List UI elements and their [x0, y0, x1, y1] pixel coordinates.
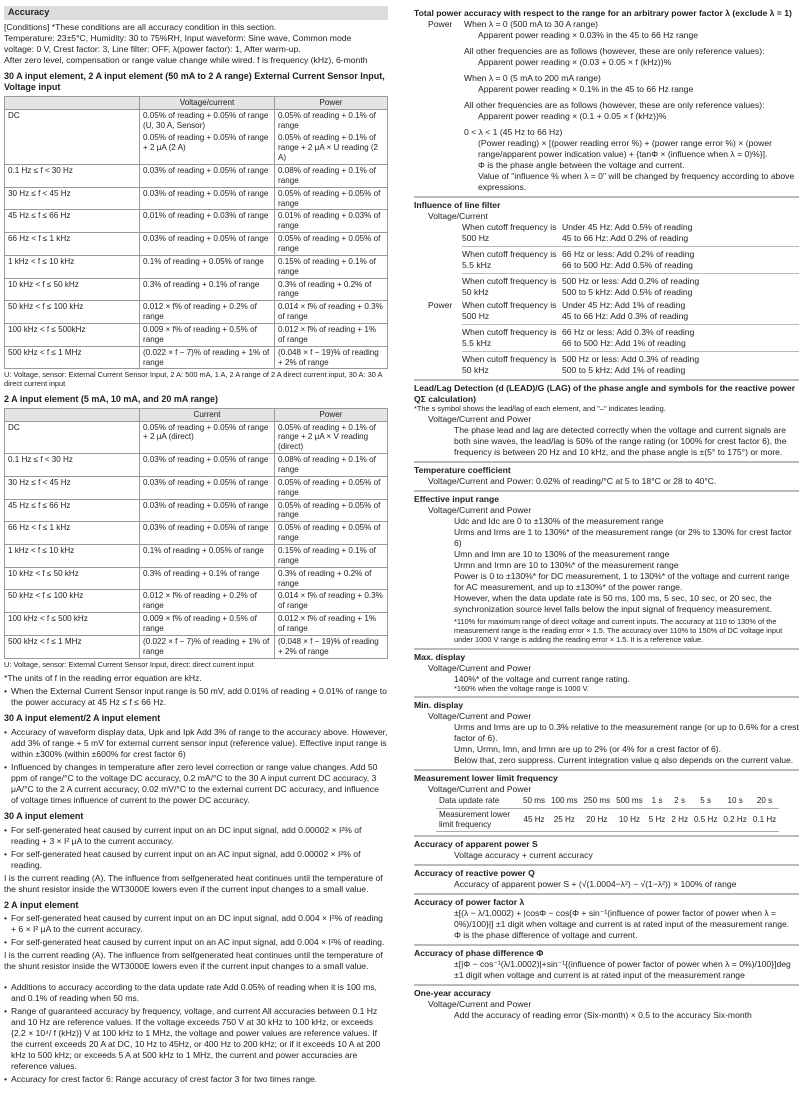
text-line: Value of "influence % when λ = 0" will be changed by frequency according to above expressions. [478, 171, 795, 192]
text-line: Φ is the phase angle between the voltage and current. [478, 160, 685, 170]
bullet-text: For self-generated heat caused by current input on an AC input signal, add 0.004 × I²% of reading. [11, 937, 385, 948]
table-cell: 250 ms [581, 795, 614, 808]
cutoff-value: 500 to 5 kHz: Add 0.5% of reading [562, 287, 693, 297]
bullet-text: For self-generated heat caused by current input on an AC input signal, add 0.00002 × I²% of reading. [11, 848, 361, 870]
table-cell: 100 ms [548, 795, 581, 808]
bullet-text: For self-generated heat caused by current input on an DC input signal, add 0.00002 × I²% of reading + 3 × I² μA to the current accuracy. [11, 824, 362, 846]
cell-power: 0.08% of reading + 0.1% of range [275, 164, 388, 187]
cutoff-value: 500 Hz or less: Add 0.2% of reading [562, 276, 700, 286]
line-filter-vc-rows [414, 222, 799, 298]
tpa-lines [464, 19, 799, 193]
cutoff-condition: When cutoff frequency is 500 Hz [462, 222, 557, 243]
text-line: When λ = 0 (500 mA to 30 A range) [464, 19, 598, 29]
sub-label: Voltage/Current and Power [428, 711, 532, 722]
cutoff-condition: When cutoff frequency is 5.5 kHz [462, 249, 557, 270]
line-filter-row [462, 300, 799, 322]
line-filter-row [414, 276, 799, 298]
text-line: Apparent power reading × (0.03 + 0.05 × f (kHz))% [478, 57, 672, 67]
accuracy-heading: Accuracy [4, 6, 388, 20]
cell-voltage-current: 0.1% of reading + 0.05% of range [140, 545, 275, 568]
cell-power: 0.01% of reading + 0.03% of range [275, 210, 388, 233]
table-row [5, 323, 388, 346]
cell-voltage-current: 0.009 × f% of reading + 0.5% of range [140, 323, 275, 346]
section-title: Accuracy of power factor λ [414, 897, 525, 908]
section-title: Influence of line filter [414, 200, 501, 210]
cutoff-value: 66 Hz or less: Add 0.3% of reading [562, 327, 695, 337]
table-cell: 5 s [691, 795, 720, 808]
effective-range-note: *110% for maximum range of direct voltage and current inputs. The accuracy at 110 to 130% of the measurement range is the reading error × 1.5. The accuracy over 110% to 150% of DC voltage input under 1000 V range is adding the reading error × 1.5. It is a reference value. [454, 616, 783, 644]
table-row [5, 421, 388, 454]
table-cell: 20 Hz [581, 808, 614, 832]
cutoff-values [562, 276, 799, 298]
section-title: Measurement lower limit frequency [414, 773, 558, 784]
sub1-title: 30 A input element/2 A input element [4, 713, 161, 724]
cell-power: 0.05% of reading + 0.05% of range [275, 522, 388, 545]
table-cell: 10 s [720, 795, 749, 808]
bullet-item: • Accuracy of waveform display data, Upk and Ipk Add 3% of range to the accuracy above. However, add 3% of range + 5 mV for external current sensor input (reference value). Effective input range is within ±300% (within ±600% for crest factor 6) [4, 726, 388, 759]
table-row [5, 278, 388, 301]
table-cell: 45 Hz [520, 808, 548, 832]
cell-voltage-current: 0.03% of reading + 0.05% of range [140, 522, 275, 545]
table-row [5, 109, 388, 164]
cell-power: 0.012 × f% of reading + 1% of range [275, 323, 388, 346]
bullet-text: When the External Current Sensor input range is 50 mV, add 0.01% of reading + 0.01% of range to the power accuracy at 45 Hz ≤ f ≤ 66 Hz. [11, 686, 387, 708]
text-line: Power is 0 to ±130%* for DC measurement, 1 to 130%* of the voltage and current range for AC measurement, and up to ±130%* of the power range. [454, 570, 790, 592]
row-label: Data update rate [436, 795, 520, 808]
cutoff-value: Under 45 Hz: Add 0.5% of reading [562, 222, 693, 232]
table-row [5, 476, 388, 499]
sub2-note: I is the current reading (A). The influence from selfgenerated heat continues until the temperature of the shunt resistor inside the WT3000E lowers even if the current input changes to a small value. [4, 872, 383, 894]
cutoff-condition: When cutoff frequency is 50 kHz [462, 354, 557, 375]
text-line: When λ = 0 (5 mA to 200 mA range) [464, 73, 601, 83]
lower-limit-frequency-table [436, 795, 779, 832]
bullet-item: • Accuracy for crest factor 6: Range accuracy of crest factor 3 for two times range. [4, 1074, 318, 1085]
cell-text: 0.05% of reading + 0.1% of range + 2 μA × U reading (2 A) [278, 133, 379, 163]
table-cell: 0.5 Hz [691, 808, 720, 832]
table-body [5, 164, 388, 368]
row-label: 100 kHz < f ≤ 500 kHz [5, 613, 140, 636]
cell-voltage-current: 0.03% of reading + 0.05% of range [140, 499, 275, 522]
text-line: (Power reading) × [(power reading error %) + (power range error %) × (power range/apparent power indication value) + {tanΦ × (influence when λ = 0)%}]. [478, 138, 772, 159]
cell-text: 0.05% of reading + 0.05% of range (U, 30 A, Sensor) [143, 110, 269, 130]
bullet-text: Influenced by changes in temperature after zero level correction or range value changes. Add 50 ppm of range/°C to the voltage DC accuracy, 0.2 mA/°C to the 30 A input current DC accuracy, 3 μA/°C to the 2 A current accuracy, 0.02 mV/°C to the external current DC accuracy, and influence of voltage times influence of current to the power DC accuracy. [11, 761, 379, 805]
sub2-title: 30 A input element [4, 810, 84, 821]
cutoff-value: 500 Hz or less: Add 0.3% of reading [562, 354, 700, 364]
bullet-item: • Range of guaranteed accuracy by frequency, voltage, and current All accuracies between 0.1 Hz and 10 Hz are reference values. If the voltage exceeds 750 V at 30 kHz to 100 kHz, or exceeds {2.2 × 10⁴/ f (kHz)} V at 100 kHz to 1 MHz, the voltage and power values are reference values. If the current exceeds 20 A at DC, 10 Hz to 45Hz, or 400 Hz to 200 kHz; or if it exceeds 10 A at 200 kHz to 500 kHz; or exceeds 5 A at 500 kHz to 1 MHz, the current and power accuracies are reference values. [4, 1006, 388, 1072]
text-line: Accuracy of apparent power S + (√(1.0004−λ²) − √(1−λ²)) × 100% of range [454, 879, 737, 890]
section-title: Accuracy of phase difference Φ [414, 948, 544, 959]
bullet-item: • For self-generated heat caused by current input on an AC input signal, add 0.004 × I²% of reading. [4, 937, 385, 948]
section-min-display [414, 696, 799, 766]
table-cell: 5 Hz [646, 808, 669, 832]
cutoff-values [562, 300, 799, 322]
units-note: *The units of f in the reading error equation are kHz. [4, 673, 202, 684]
text-line: Add the accuracy of reading error (Six-month) × 0.5 to the accuracy Six-month [454, 1010, 752, 1021]
section-title: Min. display [414, 700, 464, 711]
table-row [5, 164, 388, 187]
cell-voltage-current: 0.03% of reading + 0.05% of range [140, 454, 275, 477]
table-row [5, 255, 388, 278]
bullet-item: • When the External Current Sensor input range is 50 mV, add 0.01% of reading + 0.01% of range to the power accuracy at 45 Hz ≤ f ≤ 66 Hz. [4, 686, 387, 708]
sub-label: Voltage/Current and Power [428, 784, 532, 795]
row-label: 100 kHz < f ≤ 500kHz [5, 323, 140, 346]
cell-voltage-current: 0.01% of reading + 0.03% of range [140, 210, 275, 233]
table-row [5, 567, 388, 590]
cell-voltage-current: 0.03% of reading + 0.05% of range [140, 233, 275, 256]
cell-power: 0.05% of reading + 0.05% of range [275, 187, 388, 210]
text-line: Φ is the phase difference of voltage and current. [454, 930, 638, 941]
power-label: Power [428, 19, 453, 29]
cell-voltage-current: 0.03% of reading + 0.05% of range [140, 476, 275, 499]
bullet-item: • For self-generated heat caused by current input on an AC input signal, add 0.00002 × I²% of reading. [4, 849, 388, 871]
row-label: DC [5, 421, 140, 454]
line-filter-row [462, 354, 799, 376]
table-row [436, 795, 779, 808]
cutoff-values [562, 249, 799, 271]
table-header-row [5, 96, 388, 109]
section-line-filter [414, 196, 799, 376]
conditions-line: Temperature: 23±5°C, Humidity: 30 to 75%RH, Input waveform: Sine wave, Common mode [4, 32, 352, 43]
table2-note: U: Voltage, sensor: External Current Sensor Input, direct: direct current input [4, 659, 254, 669]
row-label: 0.1 Hz ≤ f < 30 Hz [5, 164, 140, 187]
cell-voltage-current: 0.1% of reading + 0.05% of range [140, 255, 275, 278]
table-row [5, 454, 388, 477]
cutoff-condition: When cutoff frequency is 500 Hz [462, 300, 557, 321]
section-title: Lead/Lag Detection (d (LEAD)/G (LAG) of the phase angle and symbols for the reactive power QΣ calculation) [414, 383, 796, 404]
table-cell: 1 s [646, 795, 669, 808]
row-label: 500 kHz < f ≤ 1 MHz [5, 635, 140, 658]
cell-voltage-current: 0.3% of reading + 0.1% of range [140, 567, 275, 590]
table-cell: 500 ms [613, 795, 646, 808]
conditions-line: voltage: 0 V, Crest factor: 3, Line filter: OFF, λ(power factor): 1, After warm-up. [4, 43, 301, 54]
text-line: The phase lead and lag are detected correctly when the voltage and current signals are both sine waves, the lead/lag is 50% of the range rating (or 100% for crest factor 6), the frequency is between 20 Hz and 10 kHz, and the phase angle is ±(5° to 175°) or more. [454, 424, 787, 457]
section-total-power-accuracy [414, 6, 799, 193]
cell-power: 0.08% of reading + 0.1% of range [275, 454, 388, 477]
cell-power: 0.012 × f% of reading + 1% of range [275, 613, 388, 636]
row-label: 10 kHz < f ≤ 50 kHz [5, 278, 140, 301]
accuracy-table-30a [4, 96, 388, 370]
bullet-text: Accuracy for crest factor 6: Range accuracy of crest factor 3 for two times range. [11, 1074, 318, 1085]
cell-power: 0.05% of reading + 0.1% of range + 2 μA × V reading (direct) [275, 421, 388, 454]
table-body [5, 421, 388, 658]
table-row [5, 613, 388, 636]
line-filter-row [462, 327, 799, 349]
cutoff-condition: When cutoff frequency is 5.5 kHz [462, 327, 557, 348]
cell-power: 0.05% of reading + 0.05% of range [275, 233, 388, 256]
bullet-item: • Additions to accuracy according to the data update rate Add 0.05% of reading when it is 100 ms, and 0.1% of reading when 50 ms. [4, 982, 388, 1004]
row-label: 500 kHz < f ≤ 1 MHz [5, 346, 140, 369]
cutoff-value: 66 Hz or less: Add 0.2% of reading [562, 249, 695, 259]
cell-power: 0.05% of reading + 0.05% of range [275, 476, 388, 499]
cell-power: 0.05% of reading + 0.05% of range [275, 499, 388, 522]
table-row [5, 499, 388, 522]
cutoff-value: Under 45 Hz: Add 1% of reading [562, 300, 686, 310]
cutoff-values [562, 327, 799, 349]
sub-label: Power [428, 300, 453, 310]
section-title: Max. display [414, 651, 466, 662]
table-row [5, 233, 388, 256]
cell-power: 0.3% of reading + 0.2% of range [275, 567, 388, 590]
cutoff-value: 66 to 500 Hz: Add 0.5% of reading [562, 260, 693, 270]
table-header: Current [140, 408, 275, 421]
table-row [5, 210, 388, 233]
sub-label: Voltage/Current and Power [428, 504, 532, 515]
left-column [4, 6, 388, 1106]
text-line: Apparent power reading × 0.1% in the 45 to 66 Hz range [478, 84, 694, 94]
text-line: Voltage accuracy + current accuracy [454, 850, 593, 861]
row-label: Measurement lower limit frequency [436, 808, 520, 832]
cell-voltage-current: 0.009 × f% of reading + 0.5% of range [140, 613, 275, 636]
table-row [5, 545, 388, 568]
sub3-note: I is the current reading (A). The influence from selfgenerated heat continues until the temperature of the shunt resistor inside the WT3000E lowers even if the current input changes to a small value. [4, 950, 383, 972]
text-line: Umn and Imn are 10 to 130% of the measurement range [454, 548, 670, 559]
table-header [5, 408, 140, 421]
text-line: Apparent power reading × (0.1 + 0.05 × f (kHz))% [478, 111, 667, 121]
row-label: 1 kHz < f ≤ 10 kHz [5, 255, 140, 278]
table-cell: 2 s [668, 795, 691, 808]
cell-power: (0.048 × f − 19)% of reading + 2% of range [275, 346, 388, 369]
section-lower-limit-frequency [414, 769, 799, 832]
section-reactive-power [414, 864, 799, 890]
sub3-title: 2 A input element [4, 899, 79, 910]
cell-power: (0.048 × f − 19)% of reading + 2% of range [275, 635, 388, 658]
cell-voltage-current: (0.022 × f − 7)% of reading + 1% of range [140, 635, 275, 658]
sub-label: Voltage/Current [428, 211, 488, 221]
cell-voltage-current: 0.3% of reading + 0.1% of range [140, 278, 275, 301]
row-label: 66 Hz < f ≤ 1 kHz [5, 233, 140, 256]
cutoff-values [562, 222, 799, 244]
bullet-text: Additions to accuracy according to the data update rate Add 0.05% of reading when it is 100 ms, and 0.1% of reading when 50 ms. [11, 982, 377, 1004]
text-line: Urms and Irms are up to 0.3% relative to the measurement range (or up to 0.6% for a crest factor of 6). [454, 722, 799, 744]
table-row [5, 301, 388, 324]
text-line: Udc and Idc are 0 to ±130% of the measurement range [454, 515, 664, 526]
row-label: 66 Hz < f ≤ 1 kHz [5, 522, 140, 545]
section-title: One-year accuracy [414, 988, 491, 999]
table-cell: 10 Hz [613, 808, 646, 832]
text-line: ±[(λ − λ/1.0002) + |cosΦ − cos{Φ + sin⁻¹(influence of power factor of power when λ = 0%)/100}|] ±1 digit when voltage and current is at rated input of the measurement range. [454, 908, 790, 930]
cutoff-value: 45 to 66 Hz: Add 0.2% of reading [562, 233, 689, 243]
sub-label: Voltage/Current and Power [428, 413, 532, 424]
line-filter-row [414, 222, 799, 244]
cell-text: 0.05% of reading + 0.1% of range [278, 110, 376, 130]
table1-title: 30 A input element, 2 A input element (50 mA to 2 A range) External Current Sensor Input, Voltage input [4, 70, 385, 93]
table-row [436, 808, 779, 832]
row-label: DC [5, 109, 140, 164]
cell-voltage-current: 0.012 × f% of reading + 0.2% of range [140, 590, 275, 613]
text-line: 0 < λ < 1 (45 Hz to 66 Hz) [464, 127, 563, 137]
section-title: Effective input range [414, 493, 499, 504]
accuracy-table-2a [4, 408, 388, 659]
row-label: 0.1 Hz ≤ f < 30 Hz [5, 454, 140, 477]
cell-voltage-current: 0.05% of reading + 0.05% of range + 2 μA (direct) [140, 421, 275, 454]
lead-lag-note: *The s symbol shows the lead/lag of each element, and "–" indicates leading. [414, 404, 666, 413]
sub-label: Voltage/Current and Power [428, 662, 532, 673]
conditions-line: [Conditions] *These conditions are all accuracy condition in this section. [4, 21, 277, 32]
table2-title: 2 A input element (5 mA, 10 mA, and 20 mA range) [4, 394, 219, 405]
cutoff-value: 500 to 5 kHz: Add 1% of reading [562, 365, 686, 375]
table-row [5, 187, 388, 210]
row-label: 45 Hz ≤ f ≤ 66 Hz [5, 499, 140, 522]
row-label: 30 Hz ≤ f < 45 Hz [5, 476, 140, 499]
cutoff-value: 45 to 66 Hz: Add 0.3% of reading [562, 311, 689, 321]
row-label: 1 kHz < f ≤ 10 kHz [5, 545, 140, 568]
table-row [5, 522, 388, 545]
text-line: 140%* of the voltage and current range rating. [454, 673, 630, 684]
bullet-item: • Influenced by changes in temperature after zero level correction or range value changes. Add 50 ppm of range/°C to the voltage DC accuracy, 0.2 mA/°C to the 30 A input current DC accuracy, 3 μA/°C to the 2 A current accuracy, 0.02 mV/°C to the external current DC accuracy, and influence of voltage times influence of current to the power DC accuracy. [4, 762, 388, 806]
text-line: Urmn and Irmn are 10 to 130%* of the measurement range [454, 559, 679, 570]
section-title: Temperature coefficient [414, 464, 511, 475]
table-row [5, 635, 388, 658]
cell-text: 0.05% of reading + 0.05% of range + 2 μA (2 A) [143, 133, 269, 153]
table-header: Voltage/current [140, 96, 275, 109]
cell-voltage-current [140, 109, 275, 164]
table-header-row [5, 408, 388, 421]
bullet-text: For self-generated heat caused by current input on an DC input signal, add 0.004 × I²% of reading + 6 × I² μA to the current accuracy. [11, 913, 383, 935]
cutoff-condition: When cutoff frequency is 50 kHz [462, 276, 557, 297]
table-cell: 20 s [750, 795, 779, 808]
text-line: However, when the data update rate is 50 ms, 100 ms, 5 sec, 10 sec, or 20 sec, the synchronization source level falls below the input signal of frequency measurement. [454, 592, 772, 614]
text-line: Apparent power reading × 0.03% in the 45 to 66 Hz range [478, 30, 699, 40]
row-label: 30 Hz ≤ f < 45 Hz [5, 187, 140, 210]
cell-power: 0.15% of reading + 0.1% of range [275, 255, 388, 278]
section-phase-difference [414, 944, 799, 981]
line-filter-power-rows [462, 300, 799, 376]
section-effective-input-range [414, 490, 799, 645]
section-temperature-coefficient [414, 461, 799, 487]
text-line: Below that, zero suppress. Current integration value q also depends on the current value. [454, 755, 794, 766]
bullet-item: • For self-generated heat caused by current input on an DC input signal, add 0.004 × I²% of reading + 6 × I² μA to the current accuracy. [4, 913, 388, 935]
table-row [5, 346, 388, 369]
section-lead-lag [414, 379, 799, 458]
row-label: 10 kHz < f ≤ 50 kHz [5, 567, 140, 590]
section-title: Accuracy of apparent power S [414, 839, 538, 850]
text-line: All other frequencies are as follows (however, these are only reference values): [464, 46, 765, 56]
cell-voltage-current: 0.012 × f% of reading + 0.2% of range [140, 301, 275, 324]
conditions-line: After zero level, compensation or range value change while wired. f is frequency (kHz), 6-month [4, 54, 368, 65]
max-display-note: *160% when the voltage range is 1000 V. [454, 683, 589, 693]
section-apparent-power [414, 835, 799, 861]
table-header [5, 96, 140, 109]
table-cell: 25 Hz [548, 808, 581, 832]
row-label: 50 kHz < f ≤ 100 kHz [5, 301, 140, 324]
cell-power: 0.014 × f% of reading + 0.3% of range [275, 590, 388, 613]
table-cell: 0.1 Hz [750, 808, 779, 832]
sub-label: Voltage/Current and Power [428, 999, 532, 1010]
tpa-block [414, 19, 799, 193]
right-column [414, 6, 799, 1106]
cell-power: 0.014 × f% of reading + 0.3% of range [275, 301, 388, 324]
cell-voltage-current: 0.03% of reading + 0.05% of range [140, 187, 275, 210]
section-title: Accuracy of reactive power Q [414, 868, 535, 879]
cutoff-values [562, 354, 799, 376]
table-header: Power [275, 408, 388, 421]
table-cell: 0.2 Hz [720, 808, 749, 832]
text-line: All other frequencies are as follows (however, these are only reference values): [464, 100, 765, 110]
table-header: Power [275, 96, 388, 109]
row-label: 45 Hz ≤ f ≤ 66 Hz [5, 210, 140, 233]
bullet-item: • For self-generated heat caused by current input on an DC input signal, add 0.00002 × I²% of reading + 3 × I² μA to the current accuracy. [4, 825, 388, 847]
cell-power: 0.3% of reading + 0.2% of range [275, 278, 388, 301]
table1-note: U: Voltage, sensor: External Current Sensor Input, 2 A: 500 mA, 1 A, 2 A range of 2 A direct current input, 30 A: 30 A direct current input [4, 370, 382, 389]
text-line: Voltage/Current and Power: 0.02% of reading/°C at 5 to 18°C or 28 to 40°C. [428, 475, 717, 486]
section-one-year [414, 984, 799, 1021]
section-power-factor [414, 893, 799, 941]
table-row [5, 590, 388, 613]
row-label: 50 kHz < f ≤ 100 kHz [5, 590, 140, 613]
cell-power [275, 109, 388, 164]
bullet-text: Accuracy of waveform display data, Upk and Ipk Add 3% of range to the accuracy above. However, add 3% of range + 5 mV for external current sensor input (reference value). Effective input range is within ±300% (within ±600% for crest factor 6) [11, 726, 388, 759]
text-line: Umn, Urmn, Imn, and Irmn are up to 2% (or 4% for a crest factor of 6). [454, 744, 721, 755]
text-line: ±[|Φ − cos⁻¹(λ/1.0002)|+sin⁻¹{(influence of power factor of power when λ = 0%)/100}]deg ±1 digit when voltage and current is at rated input of the measurement range [454, 959, 791, 981]
cutoff-value: 66 to 500 Hz: Add 1% of reading [562, 338, 686, 348]
bullet-text: Range of guaranteed accuracy by frequency, voltage, and current All accuracies between 0.1 Hz and 10 Hz are reference values. If the voltage exceeds 750 V at 30 kHz to 100 kHz, or exceeds {2.2 × 10⁴/ f (kHz)} V at 100 kHz to 1 MHz, the voltage and power values are reference values. If the current exceeds 20 A at DC, 10 Hz to 45Hz, or 400 Hz to 200 kHz; or if it exceeds 10 A at 200 kHz to 500 kHz; or exceeds 5 A at 500 kHz to 1 MHz, the current and power accuracies are reference values. [11, 1006, 381, 1072]
conditions [4, 22, 388, 66]
cell-power: 0.15% of reading + 0.1% of range [275, 545, 388, 568]
cell-voltage-current: (0.022 × f − 7)% of reading + 1% of range [140, 346, 275, 369]
line-filter-row [414, 249, 799, 271]
table-cell: 50 ms [520, 795, 548, 808]
table-cell: 2 Hz [668, 808, 691, 832]
section-title: Total power accuracy with respect to the range for an arbitrary power factor λ (exclude λ = 1) [414, 8, 792, 18]
section-max-display [414, 648, 799, 694]
cell-voltage-current: 0.03% of reading + 0.05% of range [140, 164, 275, 187]
line-filter-power-row [414, 300, 799, 376]
text-line: Urms and Irms are 1 to 130%* of the measurement range (or 2% to 130% for crest factor 6) [454, 526, 792, 548]
